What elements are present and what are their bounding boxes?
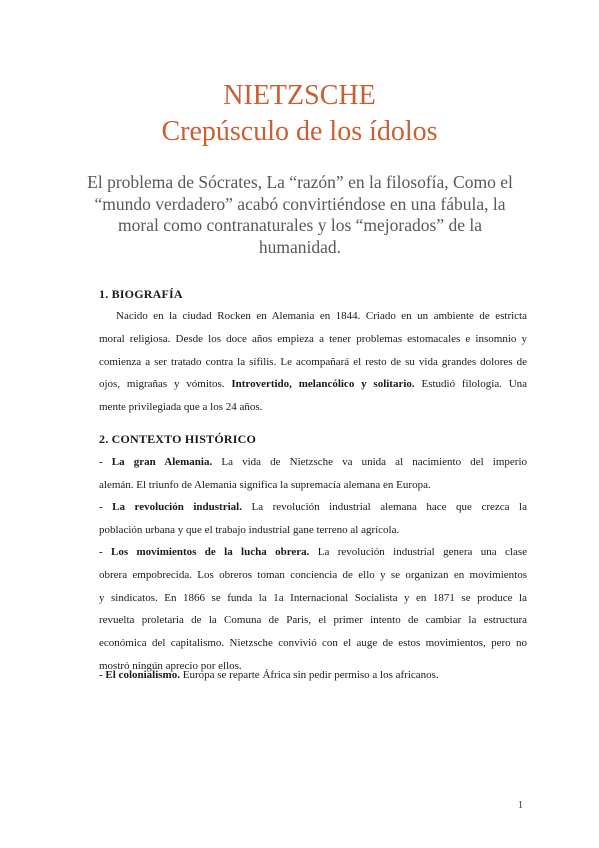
context-line: económica del capitalismo. Nietzsche convivió con el auge de estos movimientos, pero no — [99, 637, 527, 650]
context-line: población urbana y que el trabajo industrial gane terreno al agrícola. — [99, 523, 400, 536]
context-item-lucha-obrera — [99, 541, 527, 678]
document-title: NIETZSCHE — [223, 80, 376, 111]
context-item-text: Europa se reparte África sin pedir permiso a los africanos. — [182, 669, 439, 681]
context-item-revolucion — [99, 496, 527, 542]
context-line: alemán. El triunfo de Alemania significa la supremacía alemana en Europa. — [99, 478, 431, 491]
context-line: y sindicatos. En 1866 se funda la 1a Internacional Socialista y en 1871 se produce la — [99, 591, 527, 604]
context-item-lead: - Los movimientos de la lucha obrera. — [99, 546, 310, 558]
context-item-lead: - La revolución industrial. — [99, 501, 242, 513]
biography-emphasis: Introvertido, melancólico y solitario. — [231, 378, 415, 391]
context-line: obrera empobrecida. Los obreros toman conciencia de ello y se organizan en movimientos — [99, 568, 527, 581]
context-line: revuelta proletaria de la Comuna de Paris, el primer intento de cambiar la estructura — [99, 614, 527, 627]
context-line — [99, 541, 527, 564]
biography-line: mente privilegiada que a los 24 años. — [99, 401, 263, 414]
chapter-list-subtitle: El problema de Sócrates, La “razón” en la filosofía, Como el “mundo verdadero” acabó convirtiéndose en una fábula, la moral como contranaturales y los “mejorados” de la humanidad. — [87, 172, 513, 257]
context-item-text: La revolución industrial genera una clase — [317, 546, 528, 558]
context-item-text: La revolución industrial alemana hace que crezca la — [251, 501, 527, 513]
page-number: 1 — [518, 800, 523, 811]
biography-text: ojos, migrañas y vómitos. — [99, 378, 225, 391]
context-item-colonialismo — [99, 664, 527, 687]
context-line — [99, 664, 527, 687]
biography-text: Estudió filología. Una — [421, 378, 528, 391]
context-item-text: La vida de Nietzsche va unida al nacimiento del imperio — [221, 456, 528, 468]
document-subtitle-title: Crepúsculo de los ídolos — [161, 116, 438, 147]
biography-line: comienza a ser tratado contra la sífilis. Le acompañará el resto de su vida grandes dolores de — [99, 355, 527, 368]
context-item-alemania — [99, 451, 527, 497]
context-item-lead: - El colonialismo. — [99, 669, 180, 681]
biography-line — [99, 373, 527, 396]
biography-line: moral religiosa. Desde los doce años empieza a tener problemas estomacales e insomnio y — [99, 332, 527, 345]
context-line: mostró ningún aprecio por ellos. — [99, 659, 242, 672]
section-heading-biografia: 1. BIOGRAFÍA — [99, 287, 183, 301]
section-heading-contexto: 2. CONTEXTO HISTÓRICO — [99, 432, 257, 446]
context-item-lead: - La gran Alemania. — [99, 456, 213, 468]
biography-paragraph — [99, 305, 527, 419]
context-line — [99, 451, 527, 474]
biography-line: Nacido en la ciudad Rocken en Alemania en 1844. Criado en un ambiente de estricta — [116, 310, 527, 322]
context-line — [99, 496, 527, 519]
